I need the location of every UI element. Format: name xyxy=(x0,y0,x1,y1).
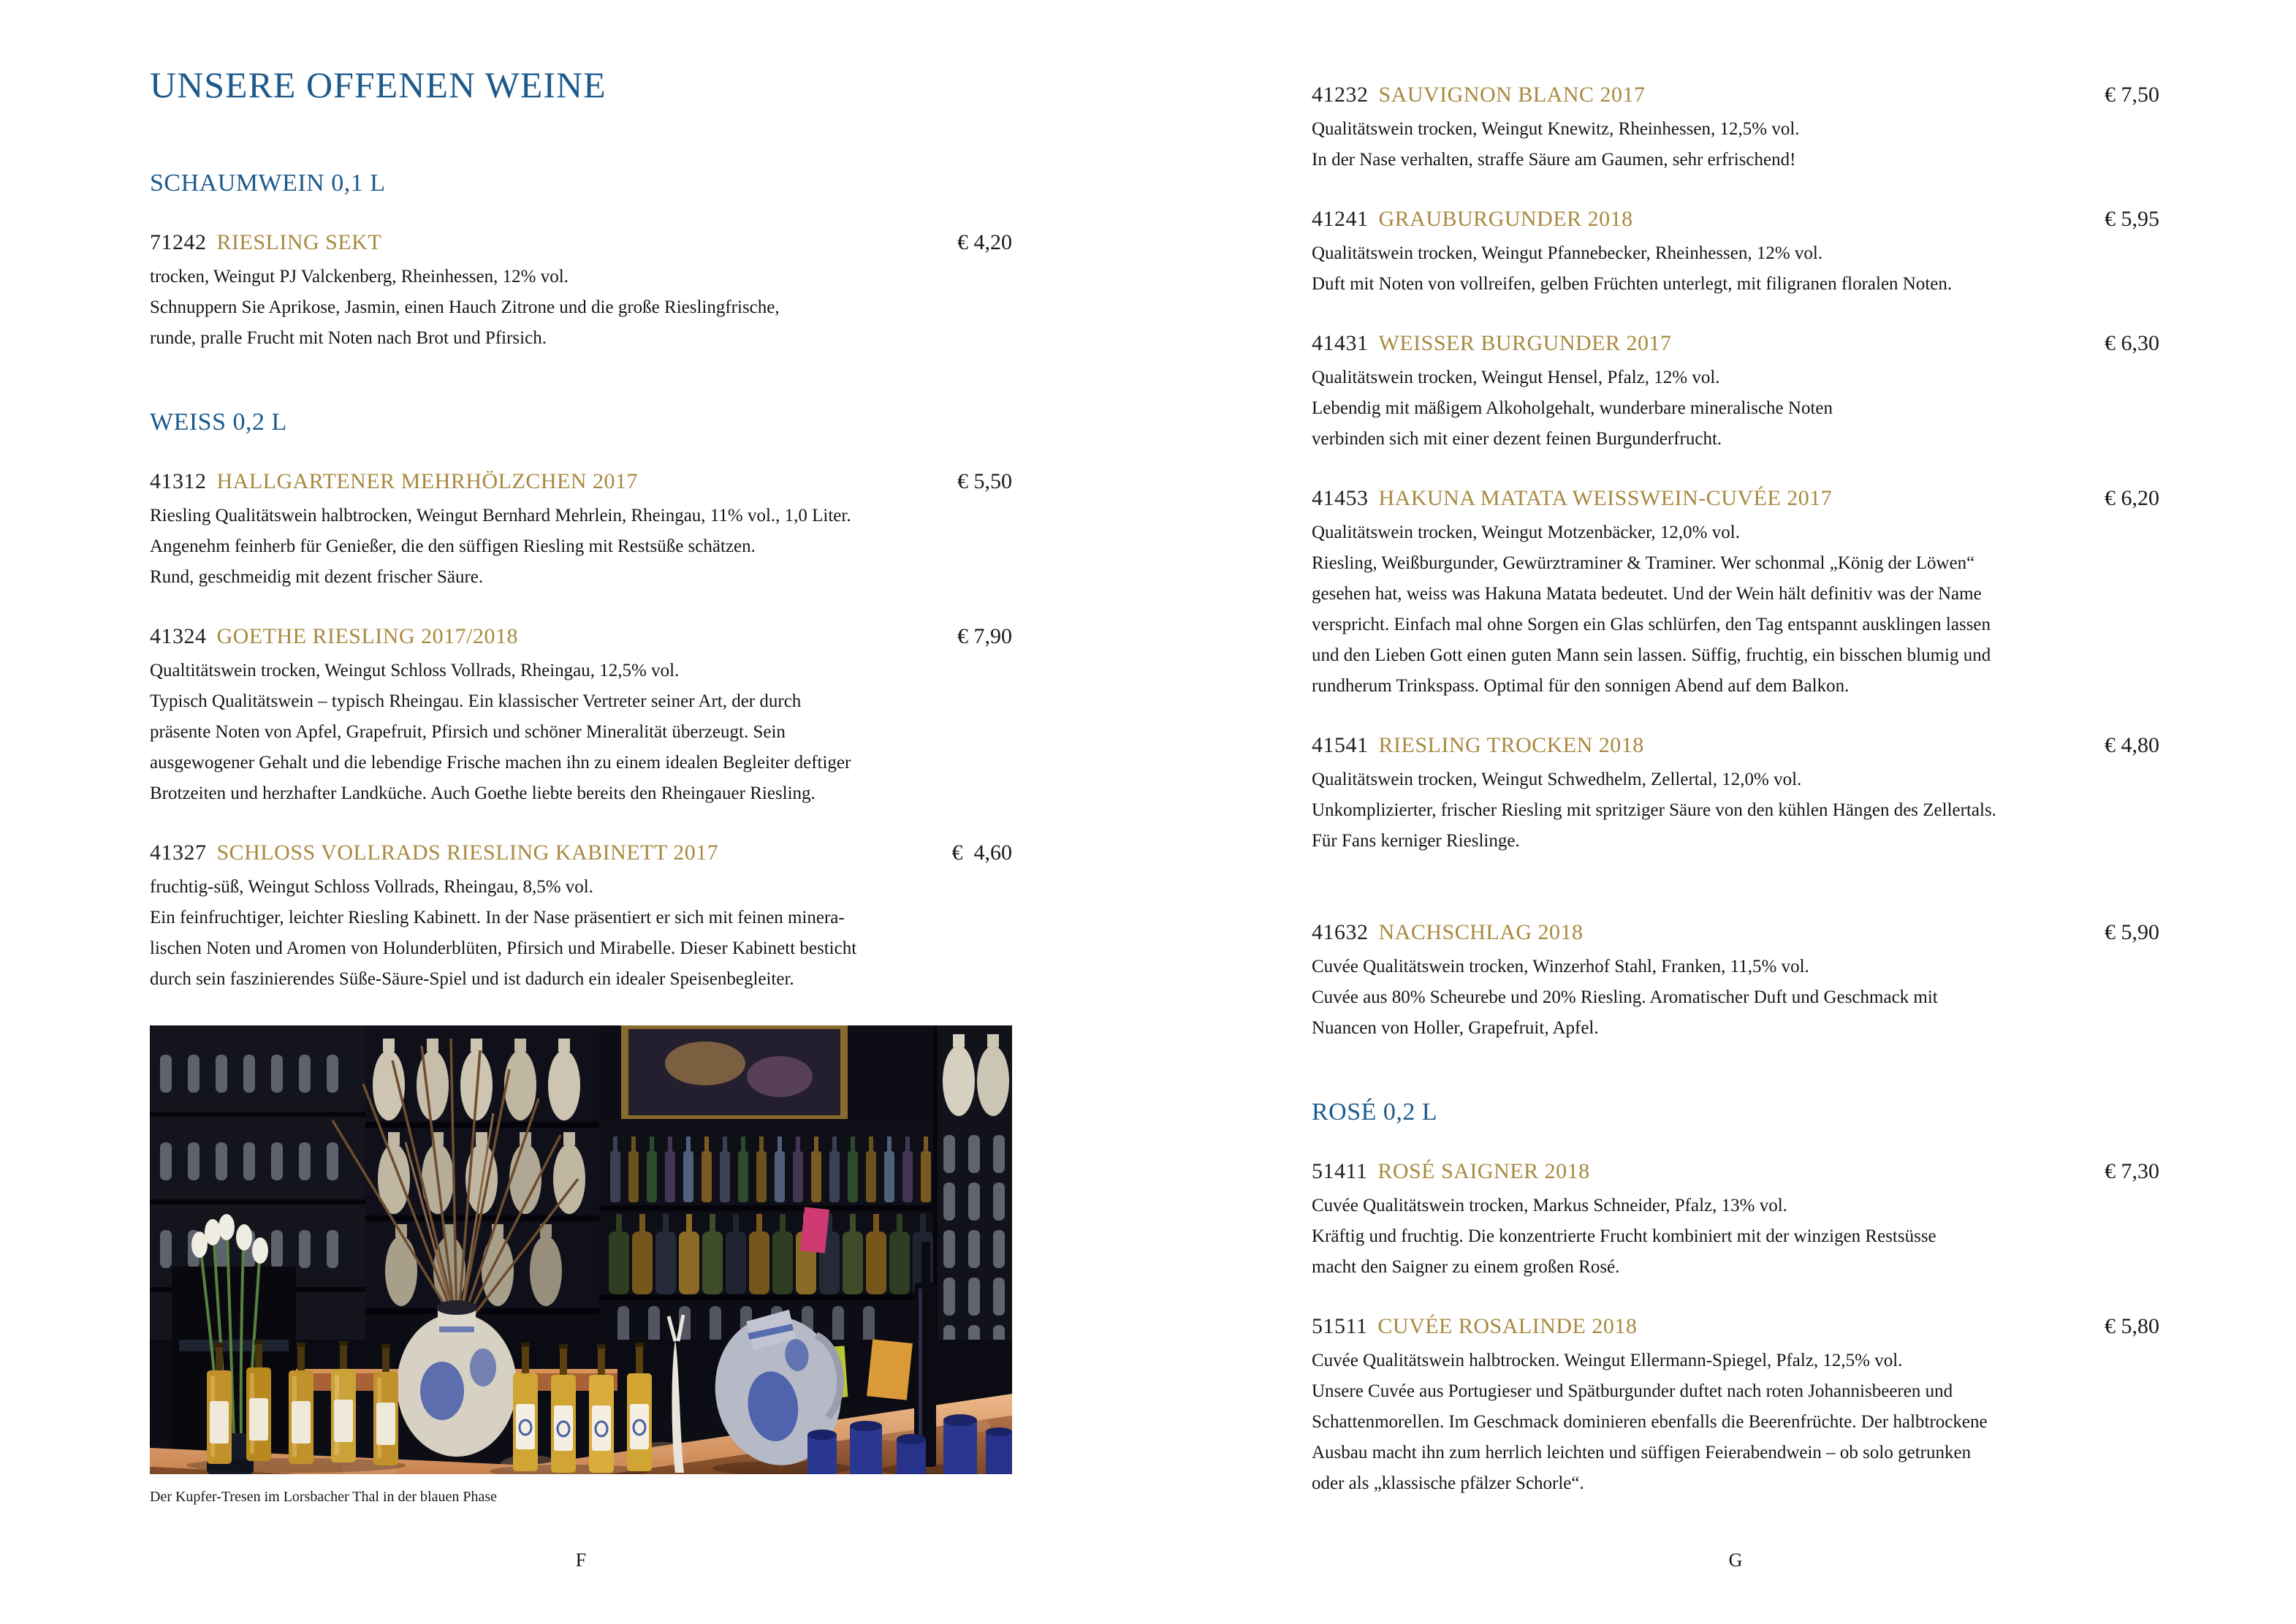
wine-price: € 5,90 xyxy=(2105,920,2159,944)
wine-desc-line: Schnuppern Sie Aprikose, Jasmin, einen Hauch Zitrone und die große Rieslingfrische, xyxy=(150,297,780,317)
wine-desc-line: Angenehm feinherb für Genießer, die den süffigen Riesling mit Restsüße schätzen. xyxy=(150,536,756,556)
wine-desc-line: lischen Noten und Aromen von Holunderblüten, Pfirsich und Mirabelle. Dieser Kabinett besticht xyxy=(150,938,857,958)
wine-desc-line: verspricht. Einfach mal ohne Sorgen ein Glas schlürfen, den Tag entspannt ausklingen lassen xyxy=(1312,615,1991,634)
wine-code: 41324 xyxy=(150,624,207,648)
wine-price: € 7,30 xyxy=(2105,1159,2159,1183)
wine-price: € 5,50 xyxy=(957,469,1012,493)
wine-code: 41453 xyxy=(1312,486,1369,510)
wine-entry-head xyxy=(1312,1313,2159,1340)
bar-photo xyxy=(150,1025,1012,1474)
wine-entry xyxy=(1312,485,2159,702)
wine-desc-line: Für Fans kerniger Rieslinge. xyxy=(1312,831,1520,851)
glassware-shelves-right xyxy=(933,1025,1012,1369)
wine-name: SAUVIGNON BLANC 2017 xyxy=(1378,83,1646,107)
wine-entry-head xyxy=(1312,330,2159,357)
wine-price: € 5,95 xyxy=(2105,207,2159,231)
wine-name: HAKUNA MATATA WEISSWEIN-CUVÉE 2017 xyxy=(1378,486,1833,510)
wine-desc-line: trocken, Weingut PJ Valckenberg, Rheinhessen, 12% vol. xyxy=(150,267,569,287)
wine-desc-line: Qualitätswein trocken, Weingut Hensel, Pfalz, 12% vol. xyxy=(1312,368,1720,387)
wine-desc-line: Riesling, Weißburgunder, Gewürztraminer & Traminer. Wer schonmal „König der Löwen“ xyxy=(1312,553,1975,573)
wine-entry xyxy=(1312,919,2159,1044)
wine-desc-line: Qualitätswein trocken, Weingut Knewitz, Rheinhessen, 12,5% vol. xyxy=(1312,119,1800,139)
wine-desc-line: Qualtitätswein trocken, Weingut Schloss Vollrads, Rheingau, 12,5% vol. xyxy=(150,661,680,680)
wine-desc-line: präsente Noten von Apfel, Grapefruit, Pfirsich und schöner Mineralität überzeugt. Sein xyxy=(150,722,786,742)
orange-card xyxy=(867,1339,913,1400)
wine-entry-head xyxy=(1312,485,2159,512)
wine-desc-line: Rund, geschmeidig mit dezent frischer Säure. xyxy=(150,567,484,587)
section-heading-weiss: WEISS 0,2 L xyxy=(150,409,287,436)
photo-caption: Der Kupfer-Tresen im Lorsbacher Thal in der blauen Phase xyxy=(150,1489,498,1505)
wine-desc-line: Schattenmorellen. Im Geschmack dominieren ebenfalls die Beerenfrüchte. Der halbtrockene xyxy=(1312,1412,1988,1432)
wine-desc-line: Unsere Cuvée aus Portugieser und Spätburgunder duftet nach roten Johannisbeeren und xyxy=(1312,1381,1953,1401)
wine-desc-line: Cuvée Qualitätswein trocken, Markus Schneider, Pfalz, 13% vol. xyxy=(1312,1196,1787,1215)
wine-entry xyxy=(1312,732,2159,857)
wine-code: 41541 xyxy=(1312,733,1369,757)
wine-name: CUVÉE ROSALINDE 2018 xyxy=(1377,1314,1638,1338)
wine-code: 41232 xyxy=(1312,83,1369,107)
wine-desc-line: verbinden sich mit einer dezent feinen Burgunderfrucht. xyxy=(1312,429,1722,449)
wine-entry xyxy=(1312,1158,2159,1283)
wine-desc-line: Ein feinfruchtiger, leichter Riesling Kabinett. In der Nase präsentiert er sich mit feinen minera- xyxy=(150,908,845,927)
wine-code: 71242 xyxy=(150,230,207,254)
wine-desc-line: gesehen hat, weiss was Hakuna Matata bedeutet. Und der Wein hält definitiv was der Name xyxy=(1312,584,1982,604)
wine-entry xyxy=(1312,206,2159,300)
wine-entry-head xyxy=(1312,82,2159,108)
wine-desc-line: Qualitätswein trocken, Weingut Schwedhelm, Zellertal, 12,0% vol. xyxy=(1312,770,1802,789)
wine-entry-head xyxy=(1312,732,2159,759)
wine-price: € 6,20 xyxy=(2105,486,2159,510)
page-title: UNSERE OFFENEN WEINE xyxy=(150,64,607,105)
wine-code: 41632 xyxy=(1312,920,1369,944)
page-number-right: G xyxy=(1728,1549,1743,1571)
wine-desc-line: ausgewogener Gehalt und die lebendige Frische machen ihn zu einem idealen Begleiter deftiger xyxy=(150,753,851,773)
wine-entry xyxy=(150,840,1012,995)
section-heading-rose: ROSÉ 0,2 L xyxy=(1312,1099,1438,1126)
wine-bottle-row xyxy=(599,1207,935,1300)
wine-entry xyxy=(150,229,1012,354)
wine-entry-head xyxy=(150,468,1012,495)
wine-desc-line: rundherum Trinkspass. Optimal für den sonnigen Abend auf dem Balkon. xyxy=(1312,676,1850,696)
wine-desc-line: und den Lieben Gott einen guten Mann sein lassen. Süffig, fruchtig, ein bisschen blumig und xyxy=(1312,645,1991,665)
wine-price: € 7,90 xyxy=(957,624,1012,648)
wine-desc-line: durch sein faszinierendes Süße-Säure-Spiel und ist dadurch ein idealer Speisenbegleiter. xyxy=(150,969,794,989)
wine-code: 41241 xyxy=(1312,207,1369,231)
wine-code: 41327 xyxy=(150,841,207,865)
page-left xyxy=(150,64,1012,1506)
page-number-left: F xyxy=(575,1549,587,1571)
wine-desc-line: Cuvée Qualitätswein halbtrocken. Weingut Ellermann-Spiegel, Pfalz, 12,5% vol. xyxy=(1312,1351,1903,1370)
wine-code: 51411 xyxy=(1312,1159,1368,1183)
ceramic-jug-shelves xyxy=(365,1025,599,1314)
wine-entry-head xyxy=(150,229,1012,256)
wine-code: 41312 xyxy=(150,469,207,493)
wine-desc-line: Lebendig mit mäßigem Alkoholgehalt, wunderbare mineralische Noten xyxy=(1312,398,1833,418)
wine-name: ROSÉ SAIGNER 2018 xyxy=(1377,1159,1590,1183)
wine-desc-line: Ausbau macht ihn zum herrlich leichten und süffigen Feierabendwein – ob solo getrunken xyxy=(1312,1443,1972,1462)
wine-entry xyxy=(1312,1313,2159,1499)
wine-name: RIESLING TROCKEN 2018 xyxy=(1378,733,1644,757)
framed-picture xyxy=(625,1025,844,1119)
wine-code: 51511 xyxy=(1312,1314,1368,1338)
wine-price: € 4,60 xyxy=(951,841,1012,865)
wine-name: HALLGARTENER MEHRHÖLZCHEN 2017 xyxy=(216,469,638,493)
wine-desc-line: Unkomplizierter, frischer Riesling mit spritziger Säure von den kühlen Hängen des Zellertals. xyxy=(1312,800,1996,820)
bar-photo-illustration xyxy=(150,1025,1012,1474)
wine-desc-line: Qualitätswein trocken, Weingut Motzenbäcker, 12,0% vol. xyxy=(1312,523,1740,542)
wine-name: SCHLOSS VOLLRADS RIESLING KABINETT 2017 xyxy=(216,841,719,865)
wine-desc-line: Cuvée Qualitätswein trocken, Winzerhof Stahl, Franken, 11,5% vol. xyxy=(1312,957,1809,976)
wine-desc-line: Duft mit Noten von vollreifen, gelben Früchten unterlegt, mit filigranen floralen Noten. xyxy=(1312,274,1953,294)
wine-desc-line: Cuvée aus 80% Scheurebe und 20% Riesling. Aromatischer Duft und Geschmack mit xyxy=(1312,987,1938,1007)
wine-name: GOETHE RIESLING 2017/2018 xyxy=(216,624,518,648)
wine-price: € 4,80 xyxy=(2105,733,2159,757)
wine-desc-line: runde, pralle Frucht mit Noten nach Brot und Pfirsich. xyxy=(150,328,547,348)
wine-desc-line: Qualitätswein trocken, Weingut Pfannebecker, Rheinhessen, 12% vol. xyxy=(1312,243,1823,263)
wine-name: GRAUBURGUNDER 2018 xyxy=(1378,207,1633,231)
wine-desc-line: Typisch Qualitätswein – typisch Rheingau. Ein klassischer Vertreter seiner Art, der durch xyxy=(150,691,802,711)
wine-desc-line: macht den Saigner zu einem großen Rosé. xyxy=(1312,1257,1620,1277)
wine-entry-head xyxy=(150,840,1012,866)
wine-price: € 4,20 xyxy=(957,230,1012,254)
page-right xyxy=(1312,82,2159,1530)
wine-code: 41431 xyxy=(1312,331,1369,355)
wine-entry-head xyxy=(1312,206,2159,232)
wine-price: € 7,50 xyxy=(2105,83,2159,107)
wine-desc-line: In der Nase verhalten, straffe Säure am Gaumen, sehr erfrischend! xyxy=(1312,150,1796,170)
wine-entry xyxy=(150,468,1012,593)
wine-name: RIESLING SEKT xyxy=(216,230,382,254)
wine-entry-head xyxy=(150,623,1012,650)
wine-entry xyxy=(1312,82,2159,175)
wine-desc-line: Riesling Qualitätswein halbtrocken, Weingut Bernhard Mehrlein, Rheingau, 11% vol., 1,0 Liter. xyxy=(150,506,851,525)
section-heading-schaumwein: SCHAUMWEIN 0,1 L xyxy=(150,170,386,197)
wine-desc-line: oder als „klassische pfälzer Schorle“. xyxy=(1312,1473,1584,1493)
wine-desc-line: Nuancen von Holler, Grapefruit, Apfel. xyxy=(1312,1018,1599,1038)
wine-price: € 6,30 xyxy=(2105,331,2159,355)
wine-desc-line: fruchtig-süß, Weingut Schloss Vollrads, Rheingau, 8,5% vol. xyxy=(150,877,593,897)
wine-entry-head xyxy=(1312,1158,2159,1185)
pink-flag xyxy=(800,1207,829,1253)
wine-entry-head xyxy=(1312,919,2159,946)
wine-price: € 5,80 xyxy=(2105,1314,2159,1338)
wine-entry xyxy=(1312,330,2159,455)
wine-desc-line: Kräftig und fruchtig. Die konzentrierte Frucht kombiniert mit der winzigen Restsüsse xyxy=(1312,1226,1936,1246)
wine-name: WEISSER BURGUNDER 2017 xyxy=(1378,331,1672,355)
wine-desc-line: Brotzeiten und herzhafter Landküche. Auch Goethe liebte bereits den Rheingauer Riesling. xyxy=(150,783,816,803)
wine-entry xyxy=(150,623,1012,809)
wine-name: NACHSCHLAG 2018 xyxy=(1378,920,1584,944)
bar-photo-block xyxy=(150,1025,1012,1506)
